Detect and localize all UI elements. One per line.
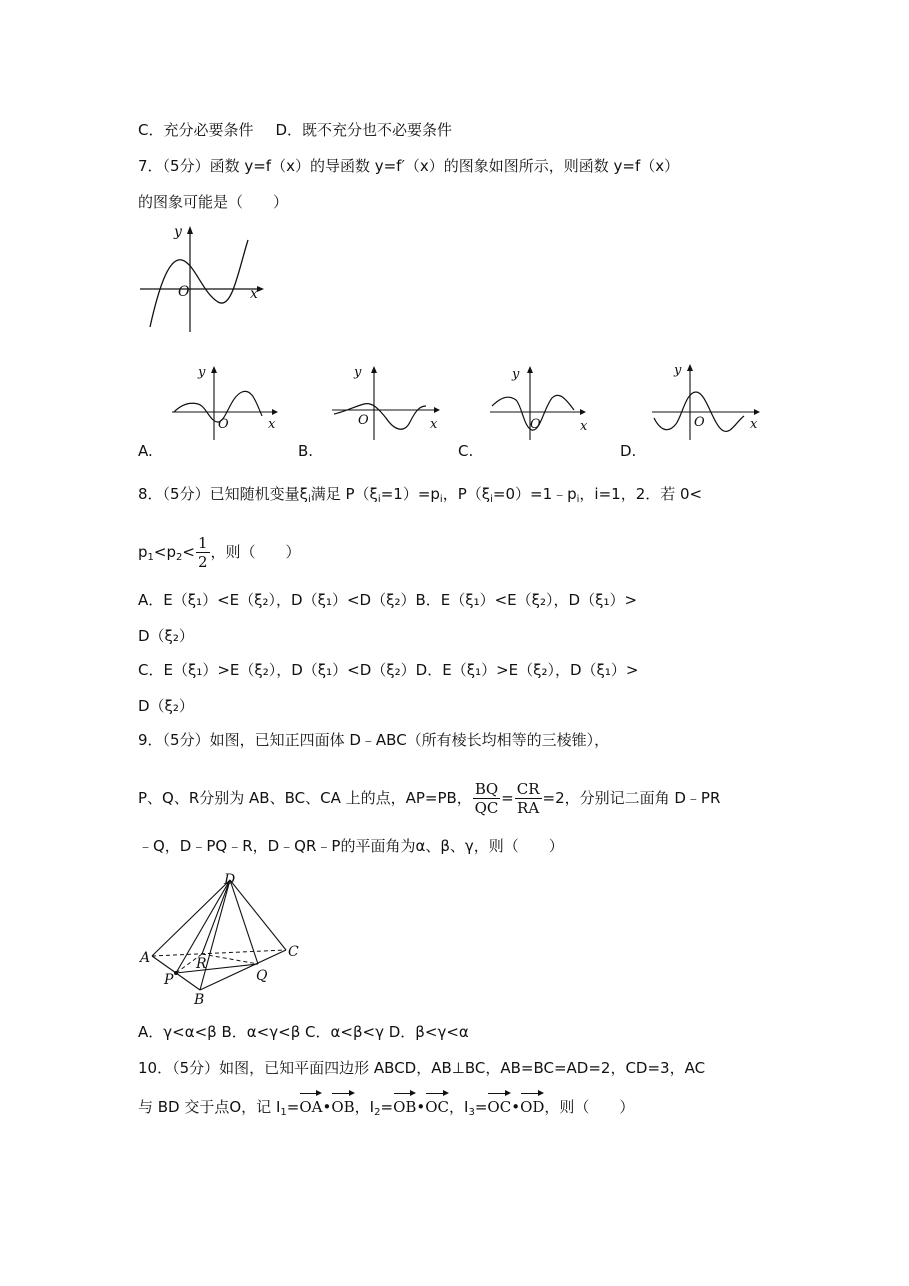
- y-label: y: [174, 224, 182, 240]
- y-label: y: [198, 365, 206, 380]
- q8-options-ab: A．E（ξ₁）<E（ξ₂），D（ξ₁）<D（ξ₂）B．E（ξ₁）<E（ξ₂），D（ξ₁）>: [138, 591, 638, 609]
- vertex-a: A: [140, 950, 151, 966]
- x-label: x: [750, 417, 758, 432]
- q9-stem-line3: ﹣Q，D﹣PQ﹣R，D﹣QR﹣P的平面角为α、β、γ，则（ ）: [138, 837, 564, 855]
- q7-option-a-graph: [168, 362, 288, 442]
- q9-stem-line2: P、Q、R分别为 AB、BC、CA 上的点，AP=PB， $\frac{BQ}{QC}$ = $\frac{CR}{RA}$ =2，分别记二面角 D﹣PR: [138, 780, 721, 817]
- y-label: y: [512, 367, 520, 382]
- x-label: x: [430, 417, 438, 432]
- vector-od: OD: [520, 1090, 544, 1120]
- q7-derivative-figure: [140, 222, 270, 337]
- y-axis-arrow: [187, 226, 193, 234]
- x-label: x: [580, 419, 588, 434]
- q8-options-cd-cont: D（ξ₂）: [138, 697, 194, 715]
- vertex-c: C: [288, 944, 299, 960]
- q8-options-ab-cont: D（ξ₂）: [138, 627, 194, 645]
- point-r: R: [196, 956, 207, 972]
- q8-stem-line2: $p_1<p_2<$ $\frac{1}{2}$ ，则（ ）: [138, 534, 301, 571]
- vector-oc-2: OC: [487, 1090, 511, 1120]
- q7-option-a-label: A.: [138, 442, 153, 460]
- point-q: Q: [256, 968, 268, 984]
- vector-ob-2: OB: [393, 1090, 416, 1120]
- q7-stem-line1: 7．（5分）函数 y=f（x）的导函数 y=f′（x）的图象如图所示，则函数 y=f（x）: [138, 157, 680, 175]
- q8-options-cd: C．E（ξ₁）>E（ξ₂），D（ξ₁）<D（ξ₂）D．E（ξ₁）>E（ξ₂），D（ξ₁）>: [138, 661, 639, 679]
- q6-options: [138, 120, 452, 140]
- q9-tetrahedron-figure: [140, 868, 310, 1008]
- q8-stem-line1: 8．（5分）已知随机变量$\xi_i$满足 $P(\xi_i=1)=p_i$，$P(\xi_i=0)=1﹣p_i$，i=1，2．若 0<: [138, 485, 703, 505]
- q7-option-c-label: C.: [458, 442, 474, 460]
- q10-stem-line2: 与 BD 交于点O，记 $I_1=OA•OB$，$I_2=OB•OC$，$I_3=OC•OD$，则（ ）: [138, 1090, 634, 1126]
- q7-option-c-graph: [488, 362, 608, 442]
- q10-stem-line1: 10．（5分）如图，已知平面四边形 ABCD，AB⊥BC，AB=BC=AD=2，CD=3，AC: [138, 1059, 706, 1077]
- vector-oc: OC: [425, 1090, 449, 1120]
- vertex-b: B: [194, 992, 205, 1008]
- q7-option-d-label: D.: [620, 442, 637, 460]
- q9-fraction-cr-ra: $\frac{CR}{RA}$: [516, 780, 540, 817]
- q7-option-b-graph: [330, 362, 450, 442]
- x-label: x: [250, 286, 258, 302]
- y-label: y: [354, 365, 362, 380]
- q8-fraction-half: $\frac{1}{2}$: [197, 534, 208, 571]
- vector-oa: OA: [299, 1090, 322, 1120]
- origin-label: O: [530, 417, 541, 432]
- vertex-d: D: [224, 872, 236, 888]
- x-label: x: [268, 417, 276, 432]
- origin-label: O: [218, 417, 229, 432]
- origin-label: O: [694, 415, 705, 430]
- q9-options: A．γ<α<β B．α<γ<β C．α<β<γ D．β<γ<α: [138, 1023, 469, 1041]
- y-label: y: [674, 363, 682, 378]
- x-axis-arrow: [257, 286, 264, 292]
- q9-fraction-bq-qc: $\frac{BQ}{QC}$: [474, 780, 499, 817]
- q6-option-c: C．充分必要条件: [138, 121, 254, 139]
- point-p: P: [164, 972, 174, 988]
- q7-stem-line2: 的图象可能是（ ）: [138, 193, 289, 211]
- q6-option-d: D．既不充分也不必要条件: [275, 121, 453, 139]
- origin-label: O: [178, 284, 190, 300]
- q7-option-b-label: B.: [298, 442, 314, 460]
- vector-ob: OB: [331, 1090, 354, 1120]
- option-b-curve: [334, 404, 426, 430]
- q9-stem-line1: 9．（5分）如图，已知正四面体 D﹣ABC（所有棱长均相等的三棱锥），: [138, 731, 610, 749]
- origin-label: O: [358, 413, 369, 428]
- derivative-curve: [150, 240, 248, 327]
- q7-option-d-graph: [650, 362, 775, 442]
